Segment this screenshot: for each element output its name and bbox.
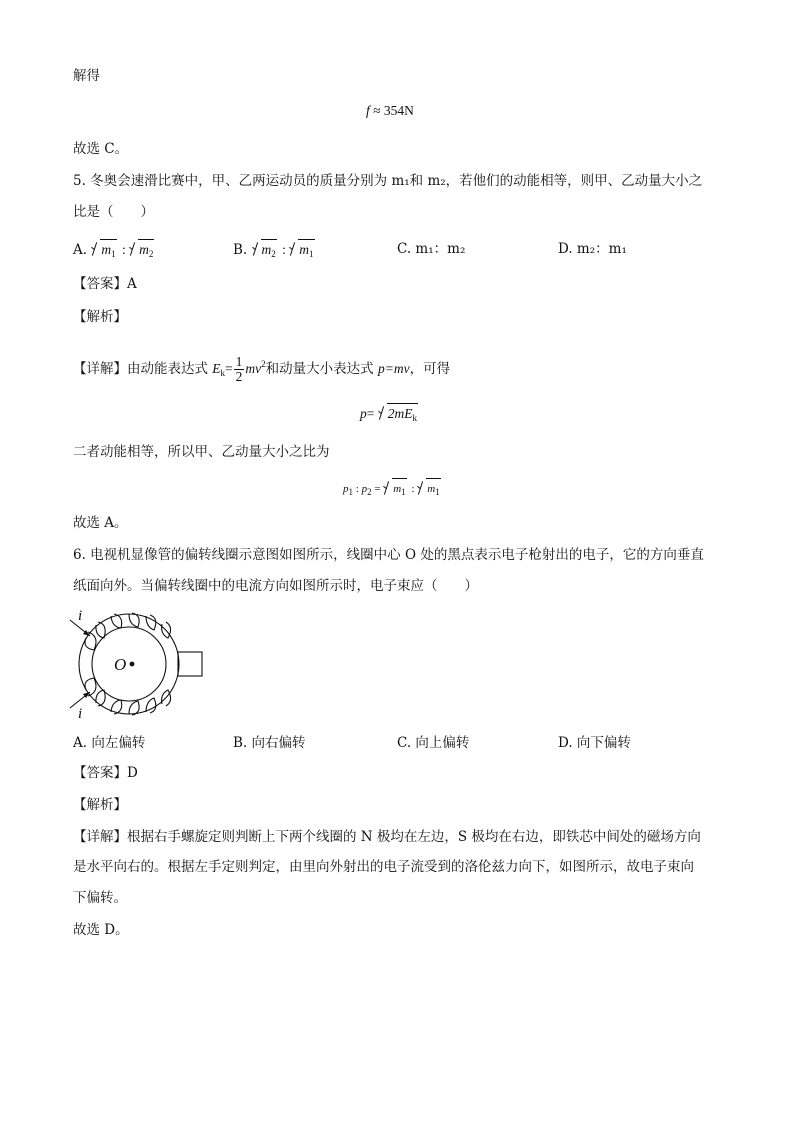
solve-label: 解得 [73,68,100,84]
center-o-label: O [114,655,127,674]
q6-stem-line2: 纸面向外。当偏转线圈中的电流方向如图所示时，电子束应（ ） [73,578,478,594]
q6-detail-line3: 下偏转。 [73,890,127,906]
current-label-bottom: i [78,706,83,722]
answer-choice-c-line: 故选 C。 [73,141,129,157]
sqrt-2mek: $2mE_k$ [378,403,418,428]
answer-choice-d-line: 故选 D。 [73,922,129,938]
sqrt-m1: $m_1$ [289,239,314,264]
force-result-equation: f ≈ 354N [366,103,414,118]
one-half-fraction: $\frac{1}{2}$ [235,354,243,384]
q6-option-c[interactable]: C. 向上偏转 [397,735,470,751]
q5-detail: 【详解】由动能表达式 $E_k=$ $\frac{1}{2}$ $mv^2$和动量大小表达式 p=mv，可得 [73,354,451,384]
q5-answer: 【答案】A [73,276,137,292]
q6-analysis-label: 【解析】 [73,797,127,813]
q6-option-a[interactable]: A. 向左偏转 [73,735,146,751]
q6-answer: 【答案】D [73,765,138,781]
q5-option-a[interactable]: A. $m_1$ : $m_2$ [73,239,156,264]
sqrt-m1-second: $m_1$ [417,478,440,502]
momentum-formula: p= $2mE_k$ [360,403,420,428]
sqrt-m1: $m_1$ [91,239,116,264]
momentum-ratio-formula: $p_1$ : $p_2$ = $m_1$ : $m_1$ [343,478,443,502]
q5-option-c[interactable]: C. m₁：m₂ [397,241,466,257]
electron-dot [130,662,135,667]
sqrt-m2: $m_2$ [252,239,277,264]
q5-option-d[interactable]: D. m₂：m₁ [558,241,627,257]
sqrt-m2: $m_2$ [129,239,154,264]
current-label-top: i [78,610,83,624]
q6-stem-line1: 6. 电视机显像管的偏转线圈示意图如图所示，线圈中心 O 处的黑点表示电子枪射出的电子，它的方向垂直 [73,547,704,563]
q6-option-d[interactable]: D. 向下偏转 [558,735,631,751]
q5-stem-line1: 5. 冬奥会速滑比赛中，甲、乙两运动员的质量分别为 m₁和 m₂，若他们的动能相等，则甲、乙动量大小之 [73,173,703,189]
deflection-coil-figure [66,610,216,722]
q5-ratio-intro: 二者动能相等，所以甲、乙动量大小之比为 [73,444,330,460]
answer-choice-a-line: 故选 A。 [73,515,128,531]
q5-stem-line2: 比是（ ） [73,204,154,220]
q6-detail-line2: 是水平向右的。根据左手定则判定，由里向外射出的电子流受到的洛伦兹力向下，如图所示，故电子束向 [73,859,694,875]
q5-option-b[interactable]: B. $m_2$ : $m_1$ [233,239,317,264]
q5-analysis-label: 【解析】 [73,309,127,325]
q6-detail-line1: 【详解】根据右手螺旋定则判断上下两个线圈的 N 极均在左边，S 极均在右边，即铁芯中间处的磁场方向 [73,829,701,845]
sqrt-m1: $m_1$ [383,478,406,502]
q6-option-b[interactable]: B. 向右偏转 [233,735,306,751]
